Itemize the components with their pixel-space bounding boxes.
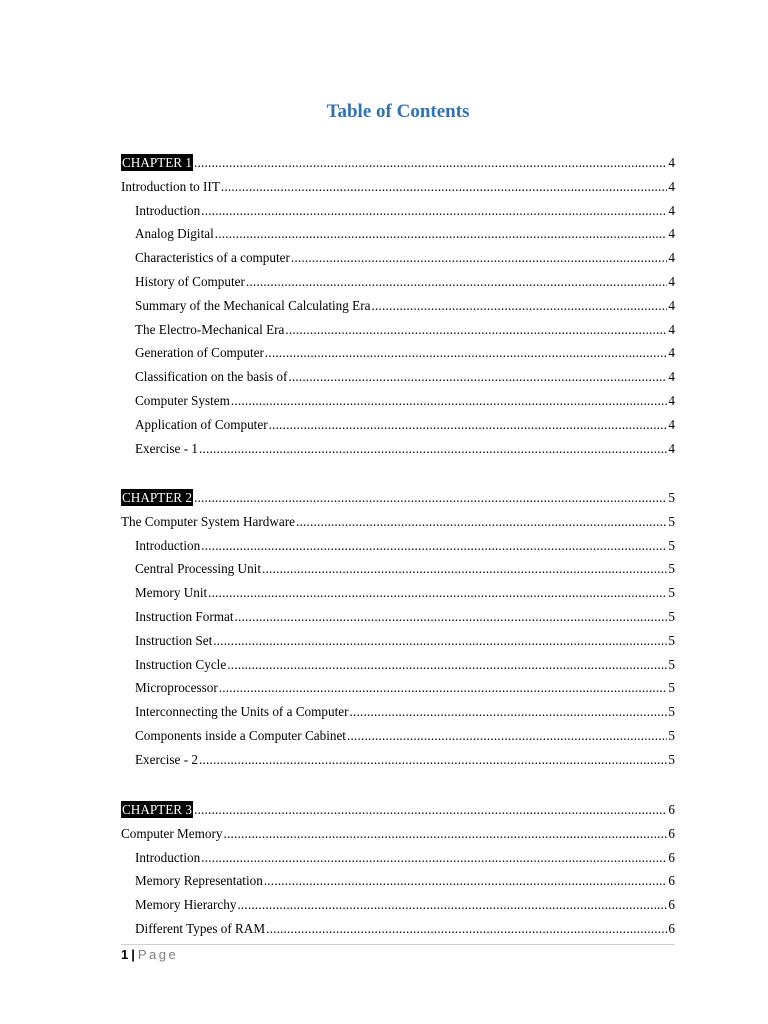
toc-page-number: 4 — [668, 155, 675, 170]
toc-entry-label: Instruction Cycle — [135, 657, 227, 672]
toc-page-number: 5 — [668, 585, 675, 600]
toc-dot-leader — [227, 656, 667, 673]
toc-entry[interactable] — [135, 656, 675, 673]
toc-chapter-entry[interactable] — [121, 489, 675, 506]
toc-entry[interactable] — [135, 608, 675, 625]
footer-page-label: Page — [137, 947, 179, 962]
toc-dot-leader — [237, 896, 667, 913]
toc-entry-label: Introduction to IIT — [121, 178, 220, 194]
toc-page-number: 4 — [668, 441, 675, 456]
toc-entry[interactable] — [135, 440, 675, 457]
toc-page-number: 4 — [668, 322, 675, 337]
toc-dot-leader — [288, 368, 667, 385]
toc-entry[interactable] — [135, 416, 675, 433]
toc-entry[interactable] — [135, 632, 675, 649]
toc-entry-label: Interconnecting the Units of a Computer — [135, 704, 349, 719]
toc-dot-leader — [213, 632, 667, 649]
toc-page-number: 6 — [668, 802, 675, 817]
toc-dot-leader — [199, 751, 667, 768]
toc-entry-label: Summary of the Mechanical Calculating Era — [135, 298, 371, 313]
toc-entry-label: Computer Memory — [121, 825, 223, 841]
toc-page-number: 5 — [668, 538, 675, 553]
toc-entry[interactable] — [135, 751, 675, 768]
toc-dot-leader — [201, 849, 667, 866]
toc-chapter-entry[interactable] — [121, 801, 675, 818]
toc-dot-leader — [215, 225, 668, 242]
toc-page-number: 5 — [668, 633, 675, 648]
toc-entry[interactable] — [135, 560, 675, 577]
toc-entry[interactable] — [135, 849, 675, 866]
toc-page-number: 5 — [668, 728, 675, 743]
toc-entry-label: Exercise - 1 — [135, 441, 198, 456]
toc-dot-leader — [350, 703, 668, 720]
toc-entry-label: Introduction — [135, 538, 201, 553]
toc-dot-leader — [194, 154, 667, 171]
toc-page-number: 5 — [668, 490, 675, 505]
toc-dot-leader — [285, 321, 667, 338]
toc-dot-leader — [221, 178, 668, 195]
toc-page-number: 4 — [668, 417, 675, 432]
toc-page-number: 6 — [668, 850, 675, 865]
toc-entry-label: Application of Computer — [135, 417, 268, 432]
toc-page-number: 4 — [668, 226, 675, 241]
toc-entry-label: Memory Unit — [135, 585, 208, 600]
toc-entry-label: Analog Digital — [135, 226, 214, 241]
page-footer — [121, 947, 178, 962]
toc-entry[interactable] — [135, 896, 675, 913]
footer-page-number: 1 — [121, 947, 129, 962]
toc-page-number: 4 — [668, 369, 675, 384]
toc-entry-label: Memory Hierarchy — [135, 897, 237, 912]
page-title: Table of Contents — [326, 101, 470, 122]
toc-entry[interactable] — [135, 727, 675, 744]
toc-page-number: 5 — [668, 704, 675, 719]
toc-entry-label: Characteristics of a computer — [135, 250, 290, 265]
toc-entry-label: Introduction — [135, 203, 201, 218]
toc-heading-entry[interactable] — [121, 178, 675, 195]
toc-entry-label: Microprocessor — [135, 680, 218, 695]
toc-chapter-entry[interactable] — [121, 154, 675, 171]
toc-page-number: 5 — [668, 561, 675, 576]
toc-dot-leader — [223, 825, 667, 842]
toc-page-number: 5 — [668, 680, 675, 695]
toc-page-number: 4 — [668, 250, 675, 265]
toc-page-number: 6 — [668, 921, 675, 936]
toc-dot-leader — [269, 416, 668, 433]
toc-page-number: 4 — [668, 203, 675, 218]
toc-entry[interactable] — [135, 321, 675, 338]
toc-page-number: 5 — [668, 513, 675, 529]
toc-entry[interactable] — [135, 202, 675, 219]
toc-heading-entry[interactable] — [121, 825, 675, 842]
footer-separator: | — [131, 947, 135, 962]
toc-entry-label: CHAPTER 3 — [122, 802, 192, 817]
toc-entry-label: History of Computer — [135, 274, 245, 289]
toc-entry[interactable] — [135, 297, 675, 314]
toc-entry-label: The Computer System Hardware — [121, 513, 295, 529]
toc-heading-entry[interactable] — [121, 513, 675, 530]
toc-entry-label: Computer System — [135, 393, 230, 408]
toc-page-number: 4 — [668, 178, 675, 194]
toc-entry[interactable] — [135, 273, 675, 290]
toc-entry[interactable] — [135, 368, 675, 385]
toc-page-number: 5 — [668, 752, 675, 767]
toc-dot-leader — [246, 273, 668, 290]
toc-dot-leader — [231, 392, 668, 409]
toc-entry-label: Instruction Format — [135, 609, 234, 624]
toc-dot-leader — [265, 344, 667, 361]
toc-entry[interactable] — [135, 225, 675, 242]
toc-page-number: 6 — [668, 873, 675, 888]
toc-dot-leader — [199, 440, 667, 457]
footer-divider — [121, 944, 675, 945]
toc-entry[interactable] — [135, 392, 675, 409]
toc-page-number: 6 — [668, 825, 675, 841]
toc-dot-leader — [264, 872, 668, 889]
toc-dot-leader — [296, 513, 667, 530]
toc-entry-label: Exercise - 2 — [135, 752, 198, 767]
toc-dot-leader — [262, 560, 667, 577]
toc-dot-leader — [235, 608, 668, 625]
toc-page-number: 4 — [668, 345, 675, 360]
toc-entry-label: Generation of Computer — [135, 345, 264, 360]
toc-page-number: 4 — [668, 393, 675, 408]
toc-entry-label: CHAPTER 1 — [122, 155, 192, 170]
toc-dot-leader — [201, 202, 667, 219]
toc-dot-leader — [291, 249, 668, 266]
toc-dot-leader — [194, 489, 667, 506]
toc-dot-leader — [208, 584, 667, 601]
toc-entry[interactable] — [135, 872, 675, 889]
toc-entry-label: CHAPTER 2 — [122, 490, 192, 505]
toc-page-number: 4 — [668, 298, 675, 313]
toc-entry[interactable] — [135, 584, 675, 601]
toc-entry[interactable] — [135, 249, 675, 266]
toc-entry[interactable] — [135, 679, 675, 696]
toc-dot-leader — [371, 297, 667, 314]
toc-entry[interactable] — [135, 344, 675, 361]
toc-page-number: 4 — [668, 274, 675, 289]
toc-entry[interactable] — [135, 537, 675, 554]
toc-entry-label: Classification on the basis of — [135, 369, 288, 384]
toc-entry[interactable] — [135, 920, 675, 937]
toc-dot-leader — [266, 920, 667, 937]
toc-page-number: 5 — [668, 657, 675, 672]
toc-entry-label: Instruction Set — [135, 633, 213, 648]
toc-entry-label: Memory Representation — [135, 873, 263, 888]
toc-entry[interactable] — [135, 703, 675, 720]
toc-dot-leader — [194, 801, 667, 818]
toc-entry-label: Different Types of RAM — [135, 921, 266, 936]
toc-dot-leader — [201, 537, 667, 554]
toc-dot-leader — [347, 727, 667, 744]
toc-page-number: 5 — [668, 609, 675, 624]
toc-dot-leader — [219, 679, 668, 696]
toc-entry-label: Central Processing Unit — [135, 561, 261, 576]
toc-page-number: 6 — [668, 897, 675, 912]
toc-entry-label: Components inside a Computer Cabinet — [135, 728, 346, 743]
toc-entry-label: Introduction — [135, 850, 201, 865]
toc-entry-label: The Electro-Mechanical Era — [135, 322, 285, 337]
